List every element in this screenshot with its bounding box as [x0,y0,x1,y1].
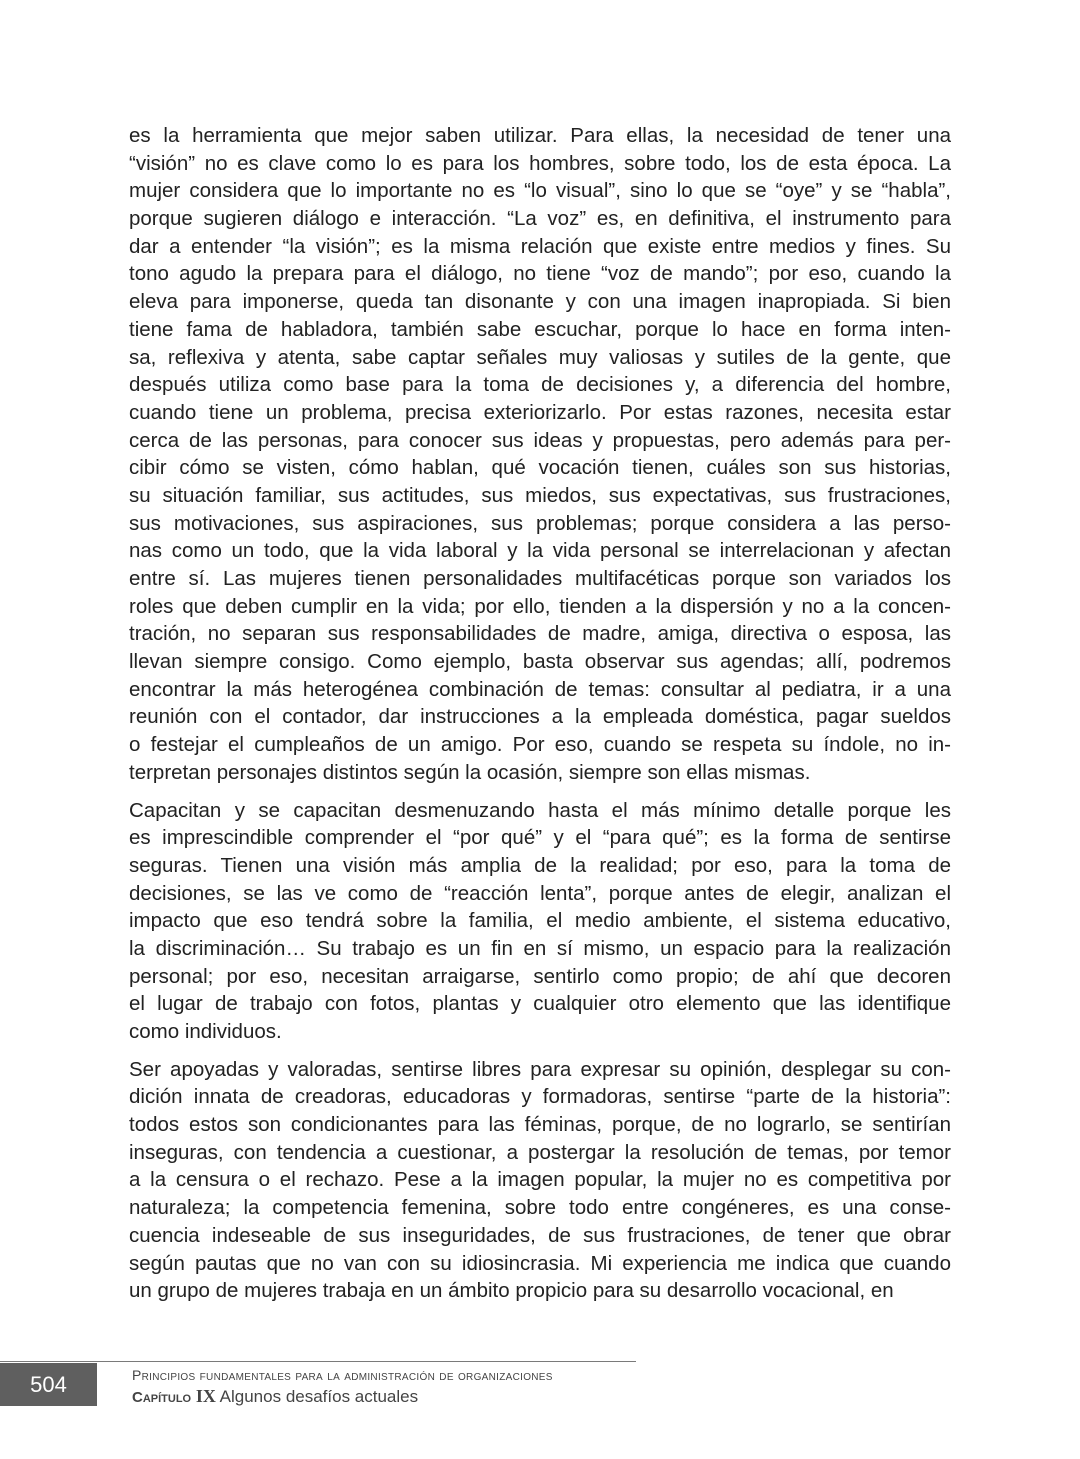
text-line: porque sugieren diálogo e interacción. “La voz” es, en definitiva, el instrumento para [129,207,951,231]
text-line: impacto que eso tendrá sobre la familia, el medio ambiente, el sistema educativo, [129,909,951,933]
text-line: la discriminación… Su trabajo es un fin en sí mismo, un espacio para la realización [129,936,951,960]
text-line: personal; por eso, necesitan arraigarse, sentirlo como propio; de ahí que decoren [129,964,951,988]
text-line: cerca de las personas, para conocer sus ideas y propuestas, pero además para per- [129,428,951,452]
text-line: tono agudo la prepara para el diálogo, no tiene “voz de mando”; por eso, cuando la [129,262,951,286]
footer-chapter-title: Algunos desafíos actuales [219,1387,419,1406]
text-line: decisiones, se las ve como de “reacción lenta”, porque antes de elegir, analizan el [129,881,951,905]
text-line: Ser apoyadas y valoradas, sentirse libres para expresar su opinión, desplegar su con- [129,1057,951,1081]
footer-divider [0,1361,636,1362]
text-line: Capacitan y se capacitan desmenuzando hasta el más mínimo detalle porque les [129,798,951,822]
text-line: cuencia indeseable de sus inseguridades, de sus frustraciones, de tener que obrar [129,1223,951,1247]
text-line: sa, reflexiva y atenta, sabe captar señales muy valiosas y sutiles de la gente, que [129,345,951,369]
text-line: a la censura o el rechazo. Pese a la imagen popular, la mujer no es competitiva por [129,1168,951,1192]
text-line: cibir cómo se visten, cómo hablan, qué vocación tienen, cuáles son sus historias, [129,456,951,480]
footer-chapter [132,1386,418,1407]
text-line: llevan siempre consigo. Como ejemplo, basta observar sus agendas; allí, podremos [129,650,951,674]
text-line: como individuos. [129,1020,282,1043]
text-line: inseguras, con tendencia a cuestionar, a postergar la resolución de temas, por temor [129,1140,951,1164]
footer-chapter-number: IX [195,1386,216,1406]
text-line: o festejar el cumpleaños de un amigo. Por eso, cuando se respeta su índole, no in- [129,733,951,757]
text-line: dar a entender “la visión”; es la misma relación que existe entre medios y fines. Su [129,234,951,258]
text-line: un grupo de mujeres trabaja en un ámbito propicio para su desarrollo vocacional, en [129,1279,894,1303]
text-line: mujer considera que lo importante no es “lo visual”, sino lo que se “oye” y se “habla”, [129,179,951,203]
paragraph-1 [129,122,951,787]
text-line: su situación familiar, sus actitudes, sus miedos, sus expectativas, sus frustraciones, [129,483,951,507]
text-line: el lugar de trabajo con fotos, plantas y cualquier otro elemento que las identifique [129,992,951,1016]
text-line: reunión con el contador, dar instrucciones a la empleada doméstica, pagar sueldos [129,705,951,729]
text-line: cuando tiene un problema, precisa exteriorizarlo. Por estas razones, necesita estar [129,400,951,424]
text-line: todos estos son condicionantes para las féminas, porque, de no lograrlo, se sentirían [129,1113,951,1137]
footer-book-title: Principios fundamentales para la administración de organizaciones [132,1367,553,1383]
text-line: es la herramienta que mejor saben utilizar. Para ellas, la necesidad de tener una [129,124,951,147]
page-body [129,122,951,1305]
text-line: naturaleza; la competencia femenina, sobre todo entre congéneres, es una conse- [129,1196,951,1220]
text-line: terpretan personajes distintos según la ocasión, siempre son ellas mismas. [129,760,811,784]
text-line: entre sí. Las mujeres tienen personalidades multifacéticas porque son variados los [129,567,951,590]
text-line: tración, no separan sus responsabilidades de madre, amiga, directiva o esposa, las [129,622,951,646]
text-line: seguras. Tienen una visión más amplia de la realidad; por eso, para la toma de [129,853,951,877]
paragraph-2 [129,797,951,1046]
text-line: sus motivaciones, sus aspiraciones, sus problemas; porque considera a las perso- [129,511,951,535]
footer-chapter-label: Capítulo [132,1389,192,1406]
text-line: según pautas que no van con su idiosincrasia. Mi experiencia me indica que cuando [129,1251,951,1275]
page-number: 504 [0,1363,97,1406]
text-line: encontrar la más heterogénea combinación de temas: consultar al pediatra, ir a una [129,677,951,701]
text-line: después utiliza como base para la toma de decisiones y, a diferencia del hombre, [129,373,951,397]
text-line: eleva para imponerse, queda tan disonante y con una imagen inapropiada. Si bien [129,290,951,314]
text-line: es imprescindible comprender el “por qué” y el “para qué”; es la forma de sentirse [129,826,951,850]
text-line: roles que deben cumplir en la vida; por ello, tienden a la dispersión y no a la concen- [129,594,951,618]
text-line: dición innata de creadoras, educadoras y formadoras, sentirse “parte de la historia”: [129,1085,951,1109]
text-line: tiene fama de habladora, también sabe escuchar, porque lo hace en forma inten- [129,317,951,341]
text-line: nas como un todo, que la vida laboral y la vida personal se interrelacionan y afectan [129,539,951,563]
paragraph-3 [129,1056,951,1305]
text-line: “visión” no es clave como lo es para los hombres, sobre todo, los de esta época. La [129,151,951,175]
